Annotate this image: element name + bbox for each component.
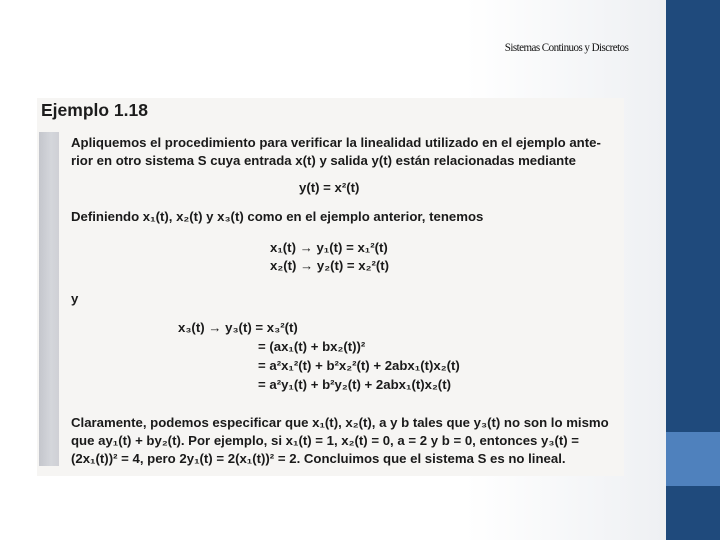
derivation-line-2: = (ax₁(t) + bx₂(t))² bbox=[258, 339, 366, 354]
example-side-bar bbox=[39, 132, 59, 466]
and-word: y bbox=[71, 291, 79, 306]
equation-main: y(t) = x²(t) bbox=[299, 180, 360, 195]
intro-line-1: Apliquemos el procedimiento para verificar la linealidad utilizado en el ejemplo ante- bbox=[71, 135, 601, 150]
derivation-line-1: x₃(t) → y₃(t) = x₃²(t) bbox=[178, 320, 298, 335]
define-line: Definiendo x₁(t), x₂(t) y x₃(t) como en el ejemplo anterior, tenemos bbox=[71, 209, 484, 224]
equation-pair-1: x₁(t) → y₁(t) = x₁²(t) bbox=[270, 240, 388, 255]
equation-pair-2: x₂(t) → y₂(t) = x₂²(t) bbox=[270, 258, 390, 273]
conclusion-line-1: Claramente, podemos especificar que x₁(t), x₂(t), a y b tales que y₃(t) no son lo mismo bbox=[71, 415, 609, 430]
accent-block bbox=[666, 432, 720, 486]
example-image bbox=[37, 98, 624, 476]
derivation-line-3: = a²x₁²(t) + b²x₂²(t) + 2abx₁(t)x₂(t) bbox=[258, 358, 460, 373]
conclusion-line-3: (2x₁(t))² = 4, pero 2y₁(t) = 2(x₁(t))² = 2. Concluimos que el sistema S es no lineal. bbox=[71, 451, 566, 466]
intro-line-2: rior en otro sistema S cuya entrada x(t) y salida y(t) están relacionadas mediante bbox=[71, 153, 576, 168]
slide-header: Sistemas Continuos y Discretos bbox=[504, 40, 628, 54]
derivation-line-4: = a²y₁(t) + b²y₂(t) + 2abx₁(t)x₂(t) bbox=[258, 377, 451, 392]
example-title: Ejemplo 1.18 bbox=[41, 100, 148, 120]
conclusion-line-2: que ay₁(t) + by₂(t). Por ejemplo, si x₁(t) = 1, x₂(t) = 0, a = 2 y b = 0, entonces y₃(t) = bbox=[71, 433, 580, 448]
